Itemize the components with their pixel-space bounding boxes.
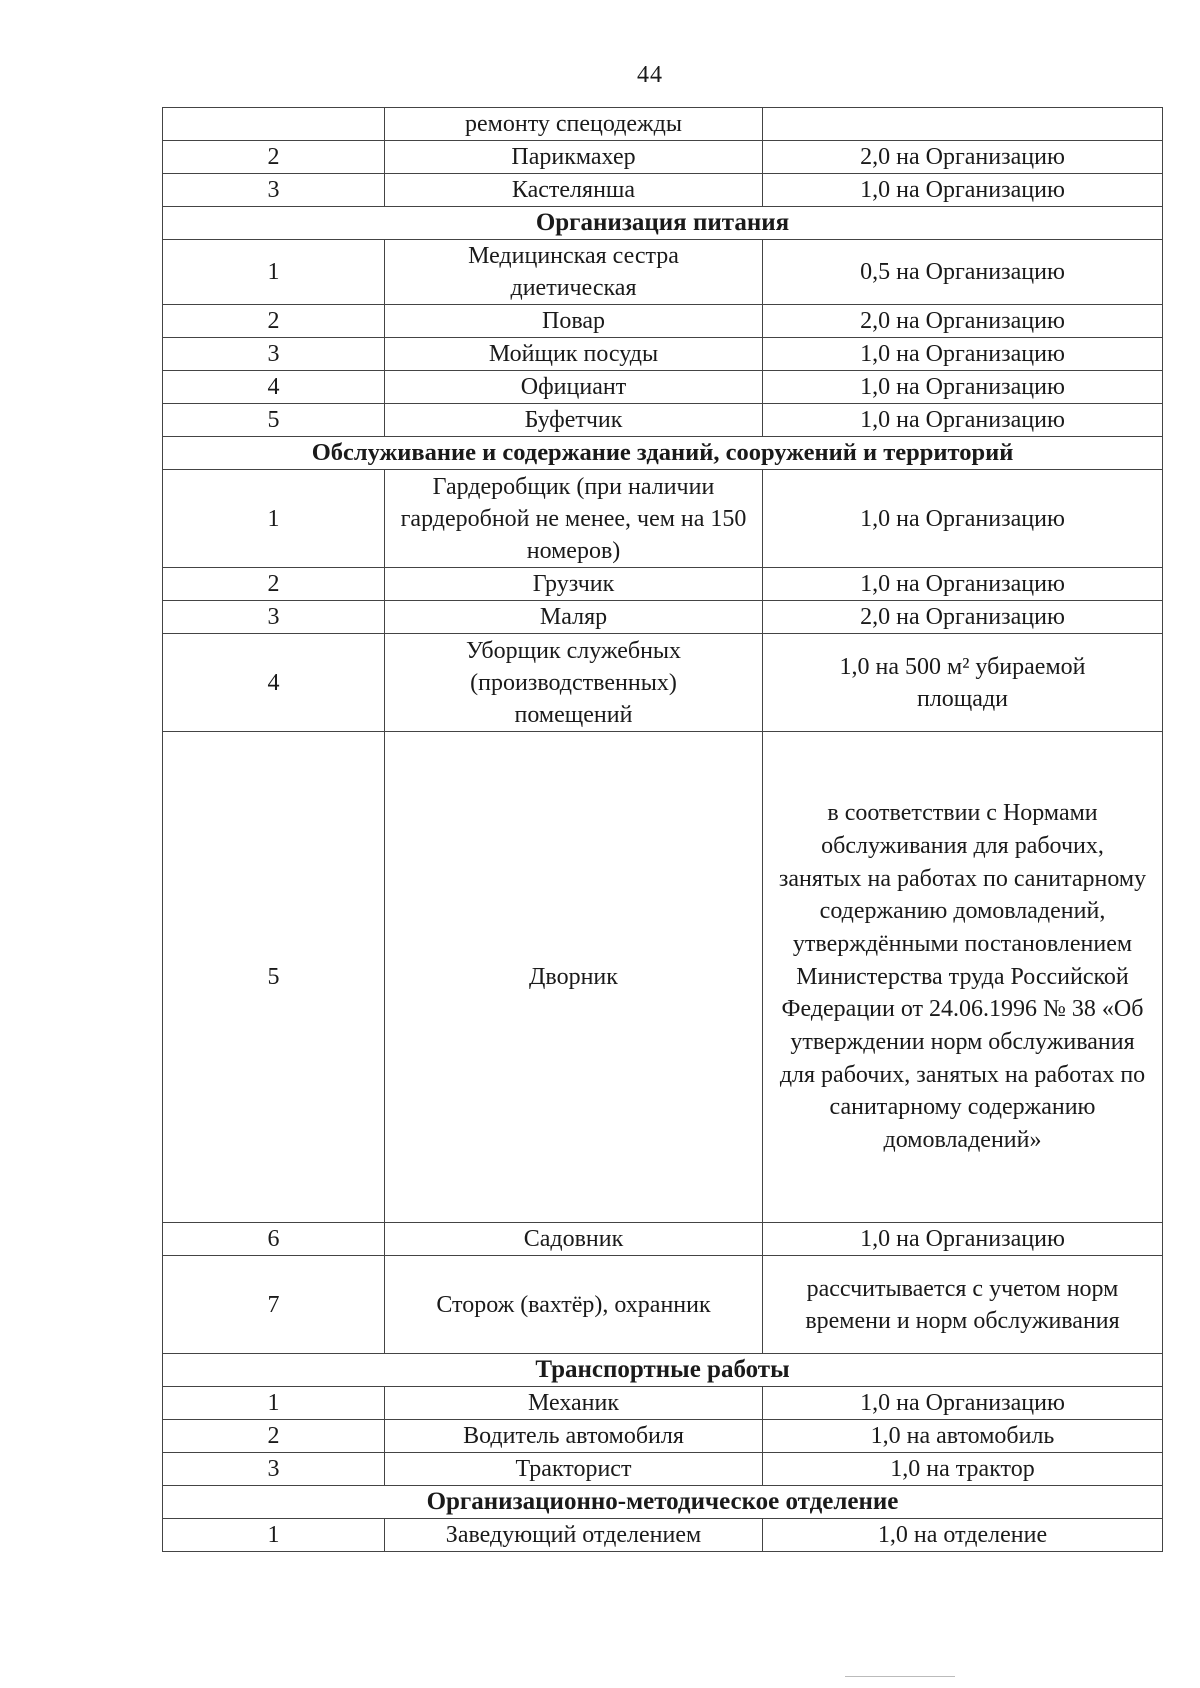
position-name: Уборщик служебных (производственных) помещений: [385, 634, 763, 732]
table-row: [163, 1223, 1163, 1256]
position-name: Маляр: [385, 601, 763, 634]
staffing-norm: 1,0 на Организацию: [763, 371, 1163, 404]
table-row: [163, 305, 1163, 338]
staffing-norm: 2,0 на Организацию: [763, 601, 1163, 634]
staffing-norm: 1,0 на автомобиль: [763, 1420, 1163, 1453]
section-title: Организация питания: [163, 207, 1163, 240]
table-row: [163, 108, 1163, 141]
row-number: 3: [163, 174, 385, 207]
table-row: [163, 1519, 1163, 1552]
position-name: Заведующий отделением: [385, 1519, 763, 1552]
table-row: [163, 240, 1163, 305]
staffing-norm: 1,0 на Организацию: [763, 338, 1163, 371]
staffing-norm: 1,0 на Организацию: [763, 1387, 1163, 1420]
staffing-norm: [763, 108, 1163, 141]
row-number: 5: [163, 732, 385, 1223]
table-row: [163, 1420, 1163, 1453]
table-row: [163, 568, 1163, 601]
position-name: Дворник: [385, 732, 763, 1223]
position-name: Тракторист: [385, 1453, 763, 1486]
staffing-norm: 1,0 на 500 м² убираемой площади: [763, 634, 1163, 732]
row-number: 2: [163, 1420, 385, 1453]
position-name: Водитель автомобиля: [385, 1420, 763, 1453]
table-row: [163, 732, 1163, 1223]
position-name: ремонту спецодежды: [385, 108, 763, 141]
row-number: 2: [163, 568, 385, 601]
section-header-row: [163, 1354, 1163, 1387]
position-name: Сторож (вахтёр), охранник: [385, 1256, 763, 1354]
row-number: 1: [163, 1387, 385, 1420]
staffing-norm: 1,0 на Организацию: [763, 174, 1163, 207]
table-row: [163, 1387, 1163, 1420]
staffing-norm: 0,5 на Организацию: [763, 240, 1163, 305]
section-header-row: [163, 1486, 1163, 1519]
section-title: Транспортные работы: [163, 1354, 1163, 1387]
row-number: 1: [163, 1519, 385, 1552]
section-title: Организационно-методическое отделение: [163, 1486, 1163, 1519]
row-number: 4: [163, 634, 385, 732]
position-name: Механик: [385, 1387, 763, 1420]
position-name: Садовник: [385, 1223, 763, 1256]
staffing-norm: рассчитывается с учетом норм времени и норм обслуживания: [763, 1256, 1163, 1354]
staffing-norm: 1,0 на Организацию: [763, 1223, 1163, 1256]
table-row: [163, 338, 1163, 371]
row-number: 2: [163, 141, 385, 174]
position-name: Медицинская сестра диетическая: [385, 240, 763, 305]
table-row: [163, 141, 1163, 174]
row-number: 6: [163, 1223, 385, 1256]
staffing-norm: 1,0 на трактор: [763, 1453, 1163, 1486]
row-number: 3: [163, 601, 385, 634]
staffing-norm: 1,0 на отделение: [763, 1519, 1163, 1552]
row-number: 2: [163, 305, 385, 338]
staffing-norm: 1,0 на Организацию: [763, 404, 1163, 437]
row-number: 3: [163, 338, 385, 371]
position-name: Мойщик посуды: [385, 338, 763, 371]
row-number: 1: [163, 240, 385, 305]
row-number: [163, 108, 385, 141]
row-number: 7: [163, 1256, 385, 1354]
position-name: Грузчик: [385, 568, 763, 601]
position-name: Повар: [385, 305, 763, 338]
scan-artifact-line: [845, 1676, 955, 1677]
staffing-norm: 2,0 на Организацию: [763, 141, 1163, 174]
row-number: 1: [163, 470, 385, 568]
table-row: [163, 1256, 1163, 1354]
section-header-row: [163, 437, 1163, 470]
table-row: [163, 174, 1163, 207]
staffing-norm: 1,0 на Организацию: [763, 470, 1163, 568]
position-name: Кастелянша: [385, 174, 763, 207]
table-row: [163, 470, 1163, 568]
position-name: Гардеробщик (при наличии гардеробной не менее, чем на 150 номеров): [385, 470, 763, 568]
position-name: Официант: [385, 371, 763, 404]
staffing-norms-table: [162, 107, 1163, 1552]
table-row: [163, 371, 1163, 404]
row-number: 4: [163, 371, 385, 404]
section-header-row: [163, 207, 1163, 240]
staffing-norm: 1,0 на Организацию: [763, 568, 1163, 601]
position-name: Буфетчик: [385, 404, 763, 437]
row-number: 3: [163, 1453, 385, 1486]
section-title: Обслуживание и содержание зданий, сооружений и территорий: [163, 437, 1163, 470]
staffing-norm: 2,0 на Организацию: [763, 305, 1163, 338]
staffing-norm: в соответствии с Нормами обслуживания для рабочих, занятых на работах по санитарному содержанию домовладений, утверждёнными постановлением Министерства труда Российской Федерации от 24.06.1996 № 38 «Об утверждении норм обслуживания для рабочих, занятых на работах по санитарному содержанию домовладений»: [763, 732, 1163, 1223]
table-row: [163, 1453, 1163, 1486]
table-row: [163, 601, 1163, 634]
table-row: [163, 634, 1163, 732]
position-name: Парикмахер: [385, 141, 763, 174]
table-row: [163, 404, 1163, 437]
row-number: 5: [163, 404, 385, 437]
page-number: 44: [637, 62, 663, 88]
